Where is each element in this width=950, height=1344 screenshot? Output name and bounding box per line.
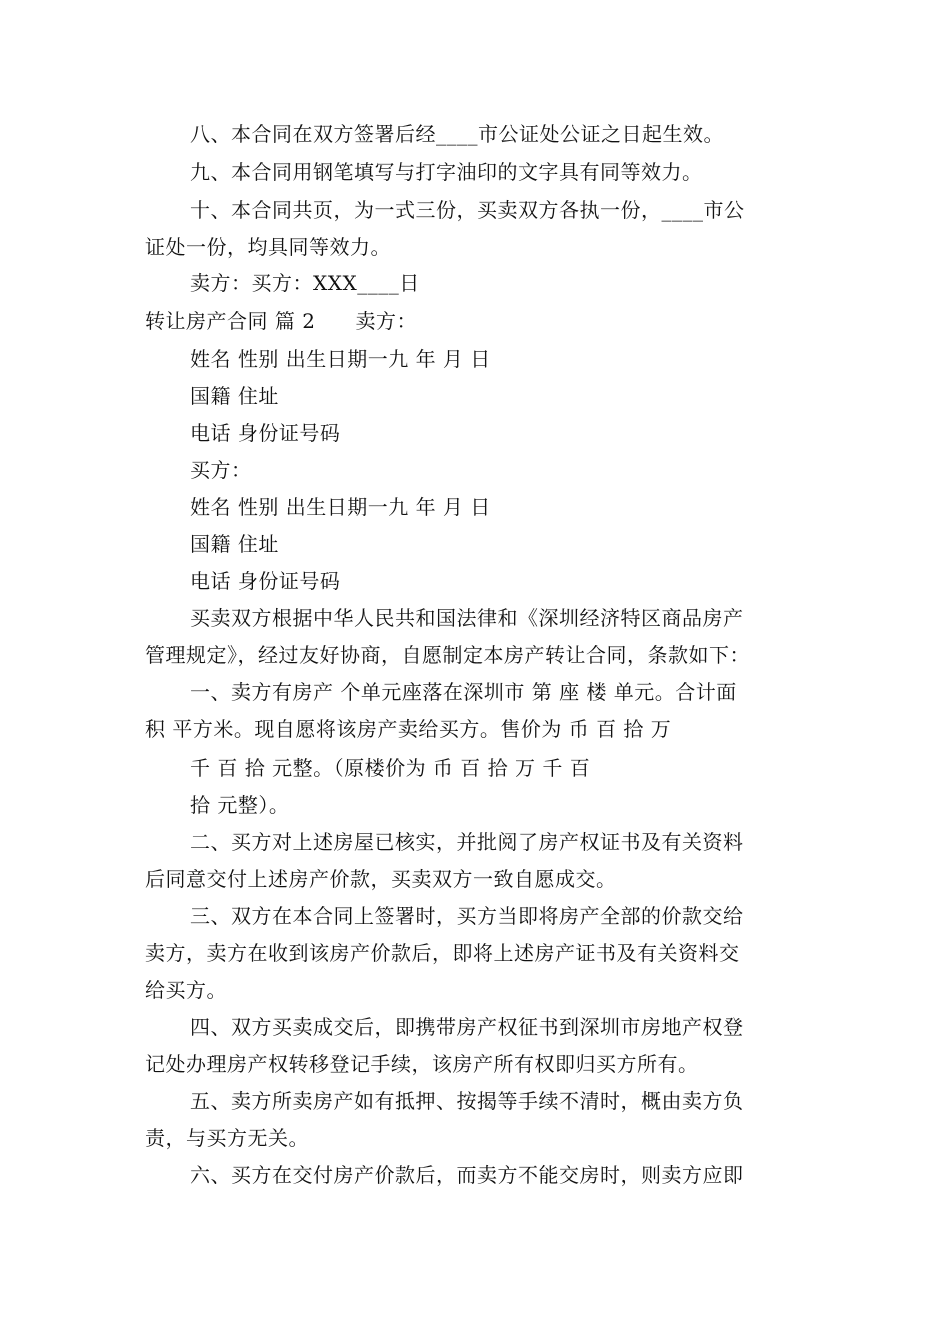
- buyer-label: 买方：: [190, 458, 252, 482]
- clause-10-line-2: 证处一份，均具同等效力。: [145, 235, 391, 259]
- clause-2-line-2: 后同意交付上述房产价款，买卖双方一致自愿成交。: [145, 867, 617, 891]
- clause-1-line-2: 积 平方米。现自愿将该房产卖给买方。售价为 币 百 拾 万: [145, 717, 672, 741]
- seller-label: 卖方：: [355, 309, 417, 333]
- clause-3-line-1: 三、双方在本合同上签署时，买方当即将房产全部的价款交给: [190, 904, 744, 928]
- buyer-nationality-row: 国籍 住址: [190, 532, 279, 556]
- seller-phone-row: 电话 身份证号码: [190, 421, 341, 445]
- clause-1-line-4: 拾 元整）。: [190, 793, 290, 817]
- clause-9: 九、本合同用钢笔填写与打字油印的文字具有同等效力。: [190, 160, 703, 184]
- preamble-line-2: 管理规定》，经过友好协商，自愿制定本房产转让合同，条款如下：: [145, 643, 750, 667]
- clause-5-line-2: 责，与买方无关。: [145, 1126, 309, 1150]
- clause-6-line-1: 六、买方在交付房产价款后，而卖方不能交房时，则卖方应即: [190, 1163, 744, 1187]
- contract-2-title: 转让房产合同 篇 2: [145, 309, 316, 333]
- clause-4-line-1: 四、双方买卖成交后，即携带房产权征书到深圳市房地产权登: [190, 1015, 744, 1039]
- clause-4-line-2: 记处办理房产权转移登记手续，该房产所有权即归买方所有。: [145, 1052, 699, 1076]
- clause-3-line-3: 给买方。: [145, 978, 227, 1002]
- buyer-phone-row: 电话 身份证号码: [190, 569, 341, 593]
- buyer-name-row: 姓名 性别 出生日期一九 年 月 日: [190, 495, 491, 519]
- preamble-line-1: 买卖双方根据中华人民共和国法律和《深圳经济特区商品房产: [190, 606, 744, 630]
- clause-1-line-3: 千 百 拾 元整。（原楼价为 币 百 拾 万 千 百: [190, 756, 591, 780]
- clause-8: 八、本合同在双方签署后经____市公证处公证之日起生效。: [190, 122, 724, 146]
- clause-10-line-1: 十、本合同共页，为一式三份，买卖双方各执一份，____市公: [190, 198, 745, 222]
- contract-2-heading-row: [145, 308, 417, 334]
- signature-line: 卖方：买方：XXX____日: [190, 271, 420, 295]
- clause-2-line-1: 二、买方对上述房屋已核实，并批阅了房产权证书及有关资料: [190, 830, 744, 854]
- clause-1-line-1: 一、卖方有房产 个单元座落在深圳市 第 座 楼 单元。合计面: [190, 680, 737, 704]
- clause-5-line-1: 五、卖方所卖房产如有抵押、按揭等手续不清时，概由卖方负: [190, 1089, 744, 1113]
- clause-3-line-2: 卖方，卖方在收到该房产价款后，即将上述房产证书及有关资料交: [145, 941, 740, 965]
- seller-nationality-row: 国籍 住址: [190, 384, 279, 408]
- seller-name-row: 姓名 性别 出生日期一九 年 月 日: [190, 347, 491, 371]
